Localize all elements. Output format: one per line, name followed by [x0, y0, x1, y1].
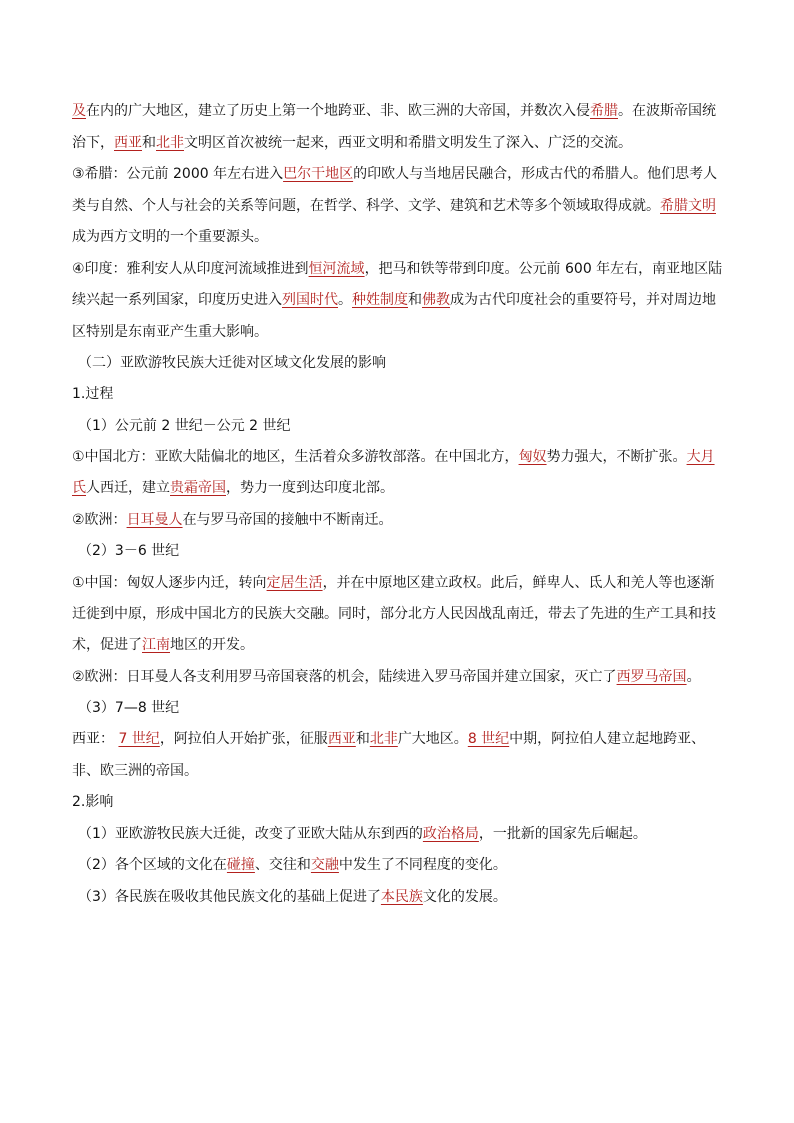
text-segment: 、交往和: [254, 857, 311, 873]
text-segment: 。: [686, 669, 701, 685]
highlighted-term: 大月: [686, 449, 715, 465]
text-line: [78, 353, 386, 373]
text-segment: ，阿拉伯人开始扩张，征服: [159, 731, 328, 747]
highlighted-term: 种姓制度: [352, 292, 408, 308]
text-line: [78, 416, 291, 436]
text-segment: 成为西方文明的一个重要源头。: [72, 229, 268, 245]
text-segment: 中期，阿拉伯人建立起地跨亚、: [509, 731, 706, 747]
highlighted-term: 江南: [142, 637, 170, 653]
text-segment: 类与自然、个人与社会的关系等问题，在哲学、科学、文学、建筑和艺术等多个领域取得成就。: [72, 198, 660, 214]
text-line: [72, 322, 268, 342]
text-segment: 非、欧三洲的帝国。: [72, 763, 198, 779]
text-segment: 迁徙到中原，形成中国北方的民族大交融。同时，部分北方人民因战乱南迁，带去了先进的生产工具和技: [72, 606, 716, 622]
text-segment: 中发生了不同程度的变化。: [338, 857, 507, 873]
highlighted-term: 西亚: [327, 731, 356, 747]
text-segment: 续兴起一系列国家，印度历史进入: [72, 292, 282, 308]
text-line: [72, 478, 394, 498]
highlighted-term: 本民族: [380, 889, 423, 905]
text-line: [78, 855, 507, 875]
highlighted-term: 恒河流域: [308, 261, 365, 277]
text-segment: ②欧洲：: [72, 512, 127, 528]
highlighted-term: 西罗马帝国: [616, 669, 687, 685]
text-segment: 在与罗马帝国的接触中不断南迁。: [182, 512, 393, 528]
highlighted-term: 北非: [369, 731, 398, 747]
text-segment: （二）亚欧游牧民族大迁徙对区域文化发展的影响: [78, 355, 386, 371]
text-line: [72, 101, 716, 121]
text-segment: ③希腊：公元前 2000 年左右进入: [72, 166, 284, 182]
text-segment: （1）亚欧游牧民族大迁徙，改变了亚欧大陆从东到西的: [78, 826, 423, 842]
text-segment: 区特别是东南亚产生重大影响。: [72, 324, 268, 340]
text-segment: 文化的发展。: [422, 889, 507, 905]
highlighted-term: 佛教: [422, 292, 450, 308]
text-segment: （2）3－6 世纪: [78, 543, 180, 559]
highlighted-term: 西亚: [114, 135, 142, 151]
text-line: [72, 573, 715, 593]
highlighted-term: 定居生活: [266, 575, 323, 591]
text-line: [78, 541, 179, 561]
text-segment: ，一批新的国家先后崛起。: [478, 826, 647, 842]
text-line: [72, 227, 268, 247]
text-segment: 1.过程: [72, 386, 114, 402]
text-segment: ④印度：雅利安人从印度河流域推进到: [72, 261, 309, 277]
highlighted-term: 匈奴: [518, 449, 547, 465]
text-segment: 的印欧人与当地居民融合，形成古代的希腊人。他们思考人: [353, 166, 718, 182]
text-line: [72, 447, 715, 467]
text-segment: 。: [338, 292, 352, 308]
text-line: [72, 133, 632, 153]
highlighted-term: 政治格局: [422, 826, 479, 842]
text-segment: 文明区首次被统一起来，西亚文明和希腊文明发生了深入、广泛的交流。: [184, 135, 632, 151]
text-segment: ，势力一度到达印度北部。: [226, 480, 394, 496]
text-line: [72, 384, 113, 404]
text-segment: ①中国北方：亚欧大陆偏北的地区，生活着众多游牧部落。在中国北方，: [72, 449, 519, 465]
highlighted-term: 碰撞: [226, 857, 255, 873]
text-line: [78, 698, 179, 718]
text-line: [72, 792, 113, 812]
text-segment: 治下，: [72, 135, 114, 151]
text-line: [72, 164, 717, 184]
text-line: [72, 667, 701, 687]
text-segment: 。在波斯帝国统: [618, 103, 716, 119]
text-line: [72, 604, 716, 624]
text-segment: （2）各个区域的文化在: [78, 857, 227, 873]
text-segment: 西亚：: [72, 731, 119, 747]
text-segment: 势力强大，不断扩张。: [546, 449, 687, 465]
highlighted-term: 北非: [156, 135, 184, 151]
text-line: [78, 824, 647, 844]
text-segment: ①中国：匈奴人逐步内迁，转向: [72, 575, 267, 591]
highlighted-term: 及: [72, 103, 86, 119]
text-segment: ，把马和铁等带到印度。公元前 600 年左右，南亚地区陆: [364, 261, 723, 277]
text-segment: 地区的开发。: [170, 637, 254, 653]
text-line: [72, 259, 722, 279]
text-line: [72, 510, 393, 530]
highlighted-term: 希腊文明: [660, 198, 716, 214]
text-line: [72, 196, 716, 216]
highlighted-term: 氏: [72, 480, 86, 496]
highlighted-term: 贵霜帝国: [170, 480, 226, 496]
text-segment: （1）公元前 2 世纪－公元 2 世纪: [78, 418, 291, 434]
text-line: [72, 729, 705, 749]
highlighted-term: 希腊: [590, 103, 618, 119]
text-line: [72, 761, 198, 781]
highlighted-term: 交融: [310, 857, 339, 873]
text-segment: 和: [408, 292, 422, 308]
text-line: [72, 635, 254, 655]
text-segment: 广大地区。: [397, 731, 468, 747]
highlighted-term: 8 世纪: [467, 731, 510, 747]
text-segment: 术，促进了: [72, 637, 142, 653]
highlighted-term: 巴尔干地区: [283, 166, 354, 182]
text-segment: 成为古代印度社会的重要符号，并对周边地: [450, 292, 716, 308]
text-segment: 在内的广大地区，建立了历史上第一个地跨亚、非、欧三洲的大帝国，并数次入侵: [86, 103, 590, 119]
text-segment: ，并在中原地区建立政权。此后，鲜卑人、氐人和羌人等也逐渐: [322, 575, 715, 591]
text-segment: 2.影响: [72, 794, 114, 810]
highlighted-term: 7 世纪: [118, 731, 160, 747]
text-segment: ②欧洲：日耳曼人各支利用罗马帝国衰落的机会，陆续进入罗马帝国并建立国家，灭亡了: [72, 669, 617, 685]
highlighted-term: 日耳曼人: [126, 512, 183, 528]
text-segment: 和: [355, 731, 370, 747]
text-segment: （3）各民族在吸收其他民族文化的基础上促进了: [78, 889, 381, 905]
text-segment: （3）7—8 世纪: [78, 700, 180, 716]
highlighted-term: 列国时代: [282, 292, 338, 308]
text-segment: 人西迁，建立: [86, 480, 170, 496]
text-segment: 和: [142, 135, 156, 151]
text-line: [78, 887, 507, 907]
text-line: [72, 290, 716, 310]
